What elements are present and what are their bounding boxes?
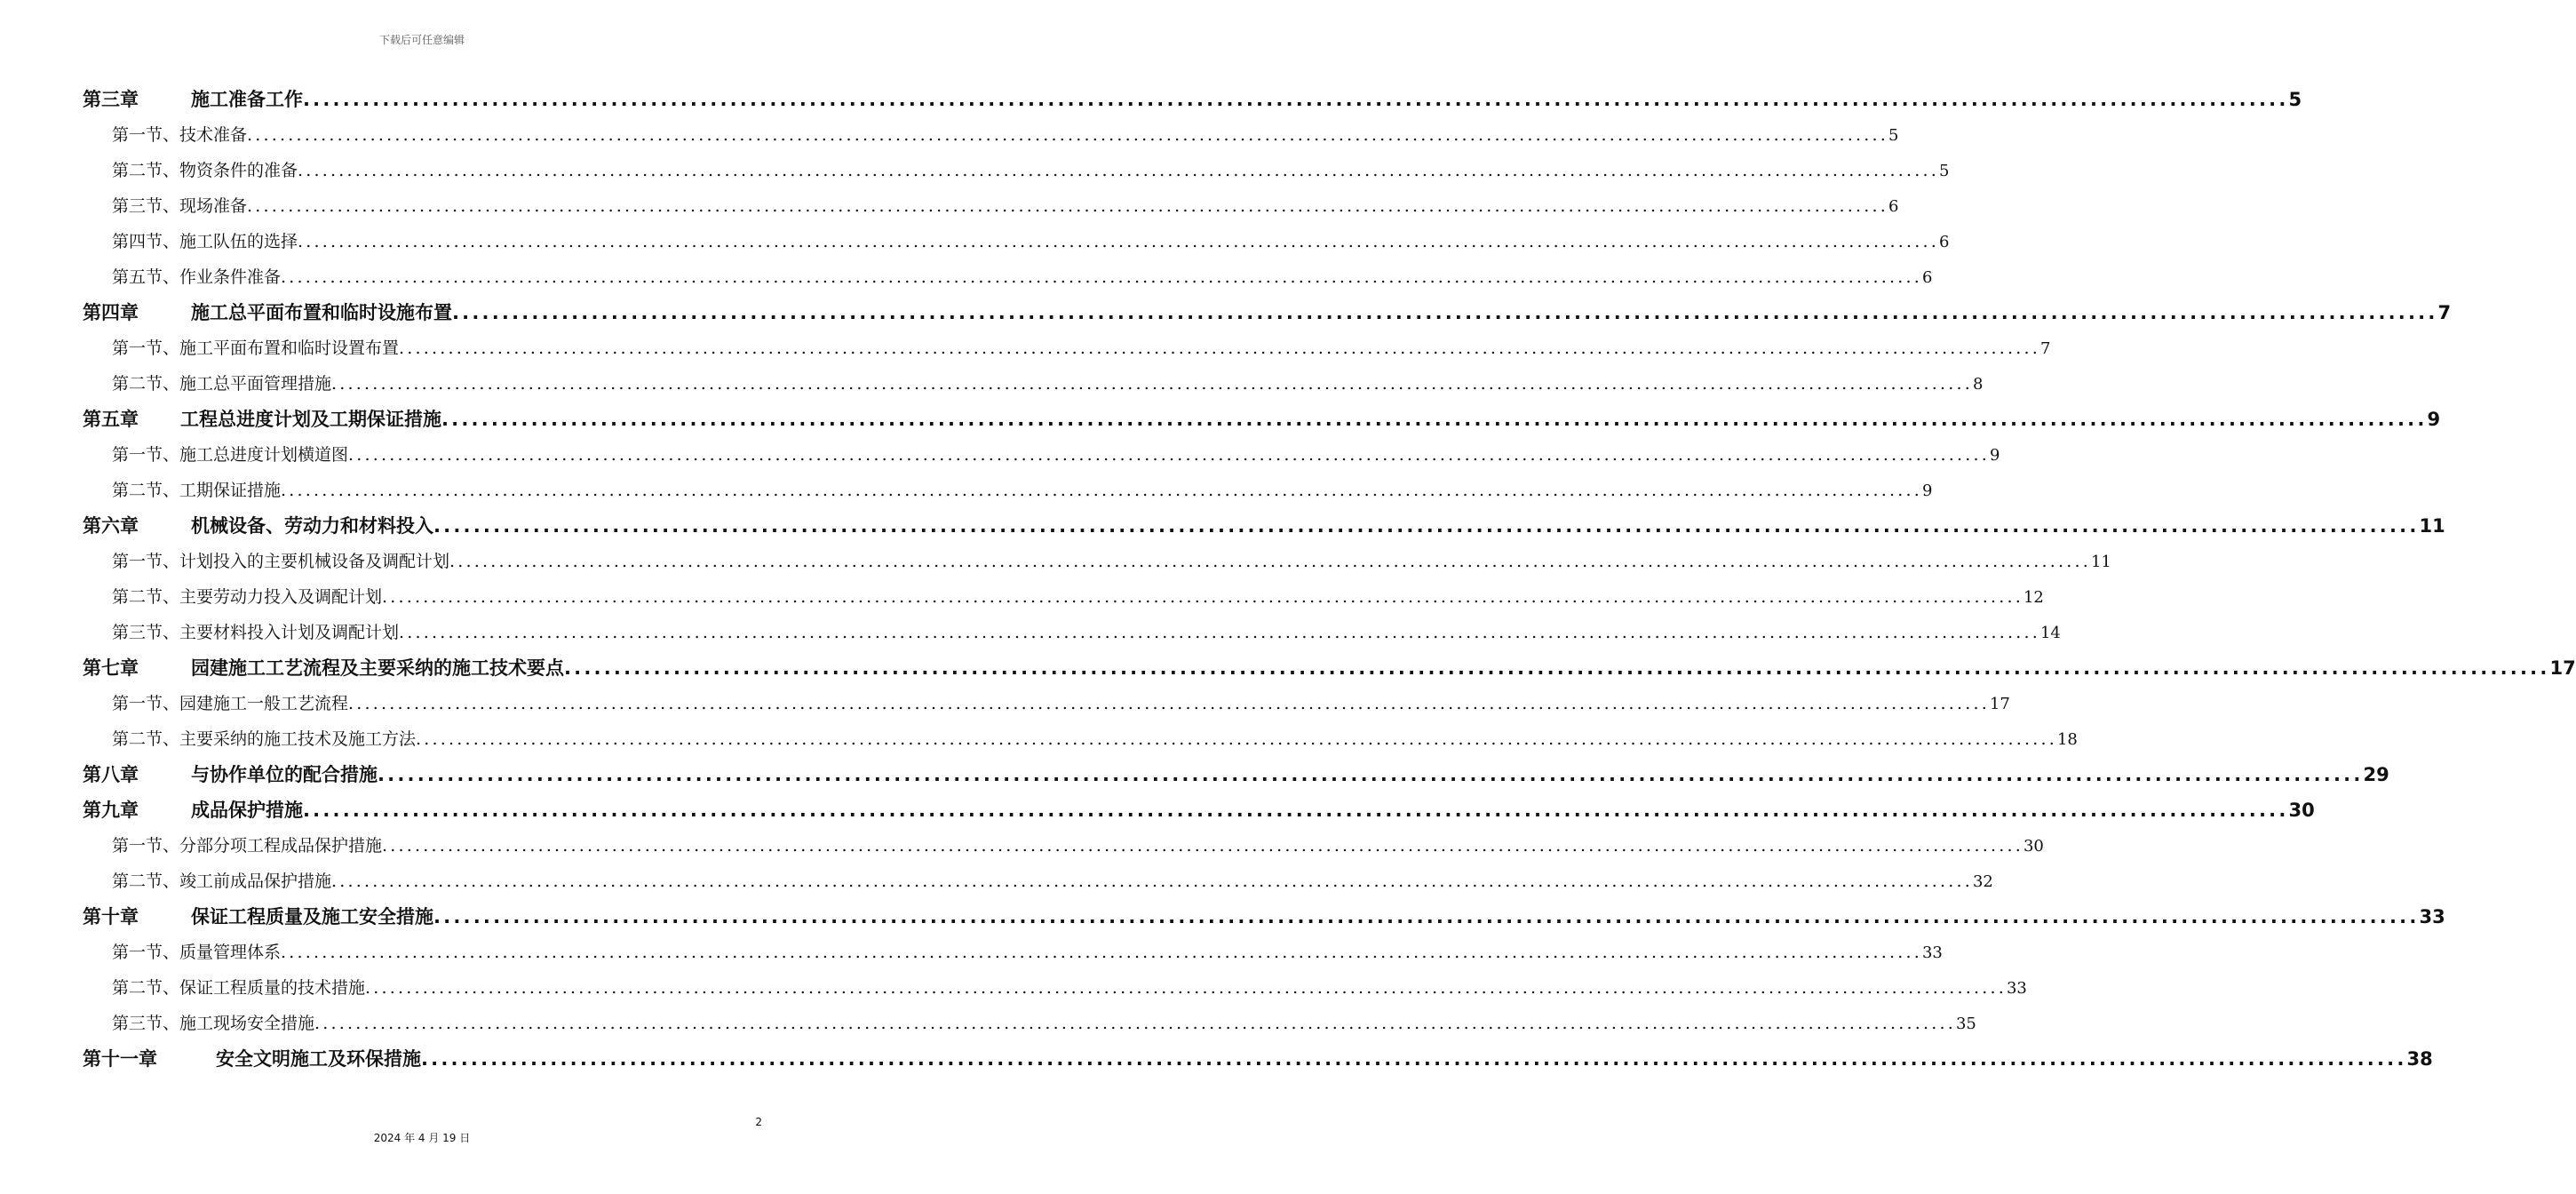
toc-section-entry[interactable] [83, 935, 1943, 970]
toc-chapter-entry[interactable] [83, 650, 2576, 686]
toc-chapter-entry[interactable] [83, 508, 2445, 544]
toc-entry-label: 第三节、 [112, 1014, 180, 1033]
toc-entry-title: 保证工程质量的技术措施 [179, 978, 366, 998]
toc-entry-title: 分部分项工程成品保护措施 [179, 836, 383, 856]
toc-section-entry[interactable] [83, 437, 2000, 473]
toc-entry-label: 第二节、 [112, 481, 180, 500]
toc-entry-title: 施工总平面管理措施 [179, 374, 332, 394]
toc-dot-leader: ........................................................................................................................................................................................................ [281, 267, 1922, 287]
toc-entry-page: 5 [1938, 162, 1950, 180]
toc-entry-title: 保证工程质量及施工安全措施 [191, 906, 433, 927]
toc-entry-title: 作业条件准备 [179, 267, 282, 287]
toc-entry-page: 32 [1972, 872, 1993, 891]
toc-entry-page: 30 [2023, 837, 2044, 856]
toc-entry-page: 12 [2023, 588, 2044, 607]
toc-entry-label: 第六章 [83, 515, 139, 537]
toc-dot-leader: ........................................................................................................................................................................................................ [382, 836, 2023, 856]
toc-section-entry[interactable] [83, 828, 2044, 864]
toc-entry-title: 施工总进度计划横道图 [179, 445, 349, 465]
toc-entry-label: 第一节、 [112, 943, 180, 962]
toc-entry-page: 11 [2419, 515, 2445, 537]
toc-entry-page: 9 [1921, 482, 1933, 500]
toc-entry-label: 第十章 [83, 906, 139, 927]
toc-entry-title: 技术准备 [179, 125, 248, 145]
toc-entry-title: 主要采纳的施工技术及施工方法 [179, 729, 417, 749]
toc-entry-label: 第五节、 [112, 267, 180, 287]
toc-entry-page: 6 [1921, 268, 1933, 287]
toc-section-entry[interactable] [83, 1006, 1976, 1041]
toc-entry-title: 主要劳动力投入及调配计划 [179, 587, 383, 607]
toc-entry-page: 17 [1989, 695, 2010, 713]
toc-dot-leader: ........................................................................................................................................................................................................ [298, 161, 1939, 180]
toc-chapter-entry[interactable] [83, 402, 2441, 437]
toc-chapter-entry[interactable] [83, 1041, 2433, 1077]
toc-section-entry[interactable] [83, 259, 1933, 295]
toc-chapter-entry[interactable] [83, 792, 2315, 828]
toc-dot-leader: ........................................................................................................................................................................................................ [247, 125, 1888, 145]
toc-entry-label: 第二节、 [112, 587, 180, 607]
toc-entry-title: 施工总平面布置和临时设施布置 [191, 302, 452, 323]
toc-entry-label: 第七章 [83, 657, 139, 679]
toc-entry-page: 30 [2288, 800, 2315, 821]
toc-section-entry[interactable] [83, 366, 1984, 402]
toc-entry-title: 现场准备 [179, 196, 248, 216]
toc-entry-label: 第一节、 [112, 338, 180, 358]
toc-entry-label: 第八章 [83, 764, 139, 785]
toc-dot-leader: ........................................................................................................................................................................................................ [564, 657, 2550, 679]
toc-section-entry[interactable] [83, 544, 2111, 579]
toc-dot-leader: ........................................................................................................................................................................................................ [303, 89, 2289, 110]
toc-entry-title: 物资条件的准备 [179, 161, 298, 180]
toc-entry-label: 第三章 [83, 89, 139, 110]
toc-entry-page: 38 [2406, 1048, 2433, 1070]
toc-dot-leader: ........................................................................................................................................................................................................ [348, 694, 1990, 713]
toc-entry-label: 第九章 [83, 800, 139, 821]
toc-dot-leader: ........................................................................................................................................................................................................ [348, 445, 1990, 465]
toc-dot-leader: ........................................................................................................................................................................................................ [441, 409, 2428, 430]
toc-section-entry[interactable] [83, 188, 1899, 224]
toc-entry-label: 第二节、 [112, 978, 180, 998]
toc-entry-page: 5 [2288, 89, 2302, 110]
toc-entry-title: 主要材料投入计划及调配计划 [179, 623, 400, 642]
toc-section-entry[interactable] [83, 686, 2010, 721]
toc-dot-leader: ........................................................................................................................................................................................................ [314, 1014, 1956, 1033]
toc-entry-title: 工期保证措施 [179, 481, 282, 500]
toc-entry-label: 第一节、 [112, 552, 180, 571]
toc-entry-label: 第二节、 [112, 374, 180, 394]
toc-entry-title: 机械设备、劳动力和材料投入 [191, 515, 433, 537]
toc-entry-page: 11 [2090, 553, 2111, 571]
toc-entry-page: 33 [2006, 979, 2027, 998]
toc-entry-title: 施工平面布置和临时设置布置 [179, 338, 400, 358]
toc-dot-leader: ........................................................................................................................................................................................................ [281, 943, 1922, 962]
toc-section-entry[interactable] [83, 330, 2051, 366]
toc-dot-leader: ........................................................................................................................................................................................................ [416, 729, 2057, 749]
toc-entry-page: 33 [1921, 943, 1943, 962]
toc-entry-title: 竣工前成品保护措施 [179, 872, 332, 891]
toc-entry-title: 成品保护措施 [191, 800, 303, 821]
toc-entry-label: 第一节、 [112, 125, 180, 145]
page-footer-date: 2024 年 4 月 19 日 [373, 1132, 471, 1144]
toc-entry-page: 18 [2056, 730, 2078, 749]
toc-entry-page: 29 [2363, 764, 2389, 785]
toc-section-entry[interactable] [83, 864, 1993, 899]
toc-entry-title: 施工现场安全措施 [179, 1014, 315, 1033]
toc-entry-label: 第一节、 [112, 694, 180, 713]
toc-dot-leader: ........................................................................................................................................................................................................ [303, 800, 2289, 821]
toc-entry-page: 14 [2039, 624, 2061, 642]
toc-entry-label: 第二节、 [112, 872, 180, 891]
toc-section-entry[interactable] [83, 721, 2078, 757]
toc-entry-page: 7 [2437, 302, 2452, 323]
toc-entry-page: 9 [1989, 446, 2000, 465]
toc-entry-title: 计划投入的主要机械设备及调配计划 [179, 552, 450, 571]
toc-entry-label: 第一节、 [112, 836, 180, 856]
page-number: 2 [755, 1116, 762, 1128]
toc-dot-leader: ........................................................................................................................................................................................................ [399, 623, 2040, 642]
toc-section-entry[interactable] [83, 579, 2044, 615]
toc-entry-title: 工程总进度计划及工期保证措施 [180, 409, 441, 430]
toc-dot-leader: ........................................................................................................................................................................................................ [452, 302, 2438, 323]
toc-entry-label: 第三节、 [112, 623, 180, 642]
toc-entry-page: 5 [1888, 126, 1899, 145]
page-header: 下载后可任意编辑 [378, 34, 465, 46]
toc-entry-label: 第一节、 [112, 445, 180, 465]
toc-entry-title: 施工队伍的选择 [179, 232, 298, 251]
toc-entry-label: 第五章 [83, 409, 139, 430]
toc-entry-title: 质量管理体系 [179, 943, 282, 962]
toc-chapter-entry[interactable] [83, 82, 2302, 117]
toc-entry-title: 施工准备工作 [191, 89, 303, 110]
toc-section-entry[interactable] [83, 970, 2027, 1006]
toc-chapter-entry[interactable] [83, 295, 2452, 330]
toc-dot-leader: ........................................................................................................................................................................................................ [331, 872, 1973, 891]
toc-dot-leader: ........................................................................................................................................................................................................ [365, 978, 2007, 998]
toc-entry-title: 园建施工工艺流程及主要采纳的施工技术要点 [191, 657, 564, 679]
toc-dot-leader: ........................................................................................................................................................................................................ [449, 552, 2091, 571]
toc-dot-leader: ........................................................................................................................................................................................................ [433, 515, 2420, 537]
toc-entry-page: 6 [1888, 197, 1899, 216]
toc-entry-page: 9 [2427, 409, 2441, 430]
toc-dot-leader: ........................................................................................................................................................................................................ [247, 196, 1888, 216]
toc-dot-leader: ........................................................................................................................................................................................................ [331, 374, 1973, 394]
table-of-contents [83, 82, 2576, 1077]
toc-chapter-entry[interactable] [83, 757, 2389, 792]
toc-entry-label: 第二节、 [112, 161, 180, 180]
toc-dot-leader: ........................................................................................................................................................................................................ [421, 1048, 2407, 1070]
toc-entry-title: 园建施工一般工艺流程 [179, 694, 349, 713]
toc-entry-label: 第三节、 [112, 196, 180, 216]
toc-entry-label: 第二节、 [112, 729, 180, 749]
toc-entry-label: 第四章 [83, 302, 139, 323]
toc-dot-leader: ........................................................................................................................................................................................................ [433, 906, 2420, 927]
toc-dot-leader: ........................................................................................................................................................................................................ [281, 481, 1922, 500]
toc-entry-page: 17 [2549, 657, 2576, 679]
toc-entry-page: 7 [2039, 339, 2051, 358]
toc-entry-label: 第四节、 [112, 232, 180, 251]
toc-section-entry[interactable] [83, 473, 1933, 508]
toc-entry-page: 8 [1972, 375, 1984, 394]
toc-entry-page: 35 [1955, 1015, 1976, 1033]
toc-entry-title: 安全文明施工及环保措施 [216, 1048, 421, 1070]
toc-dot-leader: ........................................................................................................................................................................................................ [298, 232, 1939, 251]
toc-entry-title: 与协作单位的配合措施 [191, 764, 378, 785]
toc-dot-leader: ........................................................................................................................................................................................................ [399, 338, 2040, 358]
toc-entry-label: 第十一章 [83, 1048, 157, 1070]
toc-entry-page: 33 [2419, 906, 2445, 927]
toc-section-entry[interactable] [83, 117, 1899, 153]
toc-chapter-entry[interactable] [83, 899, 2445, 935]
toc-section-entry[interactable] [83, 153, 1950, 188]
toc-entry-page: 6 [1938, 233, 1950, 251]
toc-section-entry[interactable] [83, 224, 1950, 259]
toc-dot-leader: ........................................................................................................................................................................................................ [378, 764, 2364, 785]
toc-dot-leader: ........................................................................................................................................................................................................ [382, 587, 2023, 607]
toc-section-entry[interactable] [83, 615, 2061, 650]
